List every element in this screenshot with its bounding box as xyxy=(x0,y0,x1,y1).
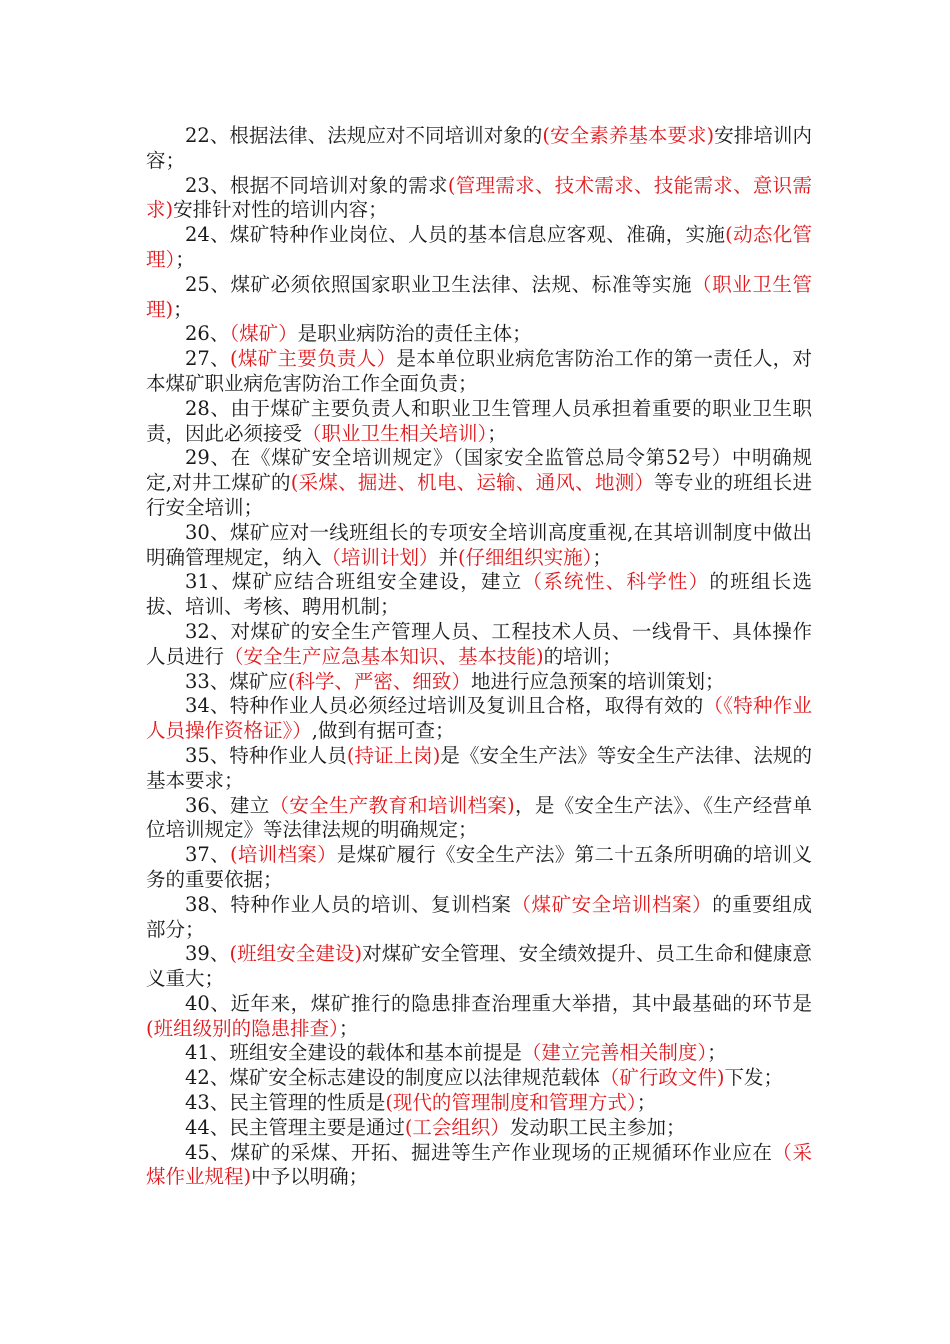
answer-text: （培训计划） xyxy=(321,545,439,569)
question-text: 40、近年来，煤矿推行的隐患排查治理重大举措，其中最基础的环节是 xyxy=(185,991,812,1015)
question-text: 下发； xyxy=(724,1066,783,1090)
question-text: 28、由于煤矿主要负责人和职业卫生管理人员承担着重要的职业卫生职责，因此必须接受 xyxy=(146,396,812,445)
question-text: 地进行应急预案的培训策划； xyxy=(470,669,725,693)
answer-text: (煤矿主要负责人） xyxy=(229,347,397,371)
question-text: 37、 xyxy=(185,843,230,867)
question-text: ； xyxy=(487,421,507,445)
answer-text: （煤矿） xyxy=(229,322,298,346)
answer-text: (采煤、掘进、机电、运输、通风、地测） xyxy=(290,471,655,495)
question-text: 24、煤矿特种作业岗位、人员的基本信息应客观、准确，实施 xyxy=(185,223,726,247)
question-text: 中予以明确； xyxy=(251,1165,369,1189)
question-text: 安排培训内容； xyxy=(146,124,812,172)
answer-text: （矿行政文件) xyxy=(599,1066,725,1090)
answer-text: （系统性、科学性） xyxy=(522,570,710,594)
question-text: 26、 xyxy=(185,322,230,346)
question-text: ,做到有据可查； xyxy=(311,719,455,743)
answer-text: （建立完善相关制度） xyxy=(521,1041,708,1065)
question-item-45 xyxy=(146,1141,812,1191)
question-item-44 xyxy=(146,1116,812,1141)
question-text: 44、民主管理主要是通过 xyxy=(185,1115,405,1139)
question-item-40 xyxy=(146,992,812,1042)
question-item-39 xyxy=(146,942,812,992)
question-text: 25、煤矿必须依照国家职业卫生法律、法规、标准等实施 xyxy=(185,272,693,296)
question-text: 34、特种作业人员必须经过培训及复训且合格，取得有效的 xyxy=(185,694,704,718)
question-text: 39、 xyxy=(185,942,230,966)
question-text: 38、特种作业人员的培训、复训档案 xyxy=(185,892,512,916)
question-text: 36、建立 xyxy=(185,793,270,817)
question-item-42 xyxy=(146,1066,812,1091)
question-text: 27、 xyxy=(185,347,230,371)
question-text: 30、煤矿应对一线班组长的专项安全培训高度重视,在其培训制度中做出明确管理规定，纳入 xyxy=(146,520,812,569)
question-text: 41、班组安全建设的载体和基本前提是 xyxy=(185,1041,522,1065)
question-item-36 xyxy=(146,794,812,844)
question-text: 45、煤矿的采煤、开拓、掘进等生产作业现场的正规循环作业应在 xyxy=(185,1140,773,1164)
question-text: 的培训； xyxy=(543,644,622,668)
question-item-29 xyxy=(146,446,812,520)
question-item-23 xyxy=(146,174,812,224)
question-text: 发动职工民主参加； xyxy=(509,1115,686,1139)
answer-text: (持证上岗) xyxy=(346,743,441,767)
question-text: 29、在《煤矿安全培训规定》（国家安全监管总局令第52号）中明确规定,对井工煤矿的 xyxy=(146,446,812,495)
question-text: 的班组长选拔、培训、考核、聘用机制； xyxy=(146,570,812,619)
question-text: 23、根据不同培训对象的需求 xyxy=(185,173,448,197)
question-text: 35、特种作业人员 xyxy=(185,743,347,767)
question-item-27 xyxy=(146,347,812,397)
question-item-43 xyxy=(146,1091,812,1116)
question-text: ； xyxy=(592,545,612,569)
question-text: ； xyxy=(707,1041,727,1065)
question-text: ，是《安全生产法》、《生产经营单位培训规定》等法律法规的明确规定； xyxy=(146,793,812,842)
question-text: 22、根据法律、法规应对不同培训对象的 xyxy=(185,124,543,147)
answer-text: (工会组织） xyxy=(404,1115,510,1139)
question-text: 32、对煤矿的安全生产管理人员、工程技术人员、一线骨干、具体操作人员进行 xyxy=(146,619,812,668)
question-item-25 xyxy=(146,273,812,323)
question-text: 是职业病防治的责任主体； xyxy=(297,322,532,346)
question-text: 33、煤矿应 xyxy=(185,669,288,693)
question-item-38 xyxy=(146,893,812,943)
question-text: 是煤矿履行《安全生产法》第二十五条所明确的培训义务的重要依据； xyxy=(146,843,812,891)
answer-text: （《特种作业人员操作资格证》） xyxy=(146,694,812,743)
question-item-26 xyxy=(146,322,812,347)
question-text: 是《安全生产法》等安全生产法律、法规的基本要求； xyxy=(146,743,812,792)
question-item-28 xyxy=(146,397,812,447)
answer-text: （安全生产应急基本知识、基本技能) xyxy=(224,644,544,668)
question-item-24 xyxy=(146,223,812,273)
question-text: ； xyxy=(173,297,193,321)
answer-text: (科学、严密、细致） xyxy=(287,669,471,693)
question-text: ； xyxy=(175,247,195,271)
answer-text: (管理需求、技术需求、技能需求、意识需求) xyxy=(146,173,812,222)
question-text: ； xyxy=(636,1091,657,1115)
question-text: 并 xyxy=(438,545,459,569)
question-text: 的重要组成部分； xyxy=(146,892,812,941)
question-text: ； xyxy=(338,1016,359,1040)
question-item-34 xyxy=(146,694,812,744)
question-item-22 xyxy=(146,124,812,174)
question-text: 42、煤矿安全标志建设的制度应以法律规范载体 xyxy=(185,1066,600,1090)
answer-text: （采煤作业规程) xyxy=(146,1140,812,1189)
question-item-30 xyxy=(146,521,812,571)
question-text: 对煤矿安全管理、安全绩效提升、员工生命和健康意义重大； xyxy=(146,942,812,991)
question-text: 31、煤矿应结合班组安全建设，建立 xyxy=(185,570,523,594)
answer-text: (仔细组织实施） xyxy=(458,545,593,569)
question-item-33 xyxy=(146,670,812,695)
answer-text: （安全生产教育和培训档案) xyxy=(269,793,515,817)
answer-text: (动态化管理） xyxy=(146,223,812,271)
question-text: 是本单位职业病危害防治工作的第一责任人，对本煤矿职业病危害防治工作全面负责； xyxy=(146,347,812,395)
answer-text: (培训档案） xyxy=(229,843,337,867)
question-text: 安排针对性的培训内容； xyxy=(173,198,388,222)
document-page xyxy=(146,124,812,1190)
answer-text: （职业卫生相关培训） xyxy=(302,421,488,445)
answer-text: (班组安全建设) xyxy=(229,942,363,966)
answer-text: （煤矿安全培训档案） xyxy=(511,892,713,916)
question-item-31 xyxy=(146,570,812,620)
answer-text: (班组级别的隐患排查） xyxy=(146,1016,339,1040)
answer-text: (现代的管理制度和管理方式） xyxy=(385,1091,637,1115)
answer-text: (安全素养基本要求) xyxy=(542,124,715,147)
question-item-37 xyxy=(146,843,812,893)
question-item-32 xyxy=(146,620,812,670)
answer-text: （职业卫生管理) xyxy=(146,272,812,321)
question-text: 等专业的班组长进行安全培训； xyxy=(146,471,813,519)
question-item-35 xyxy=(146,744,812,794)
question-item-41 xyxy=(146,1041,812,1066)
question-text: 43、民主管理的性质是 xyxy=(185,1091,386,1115)
